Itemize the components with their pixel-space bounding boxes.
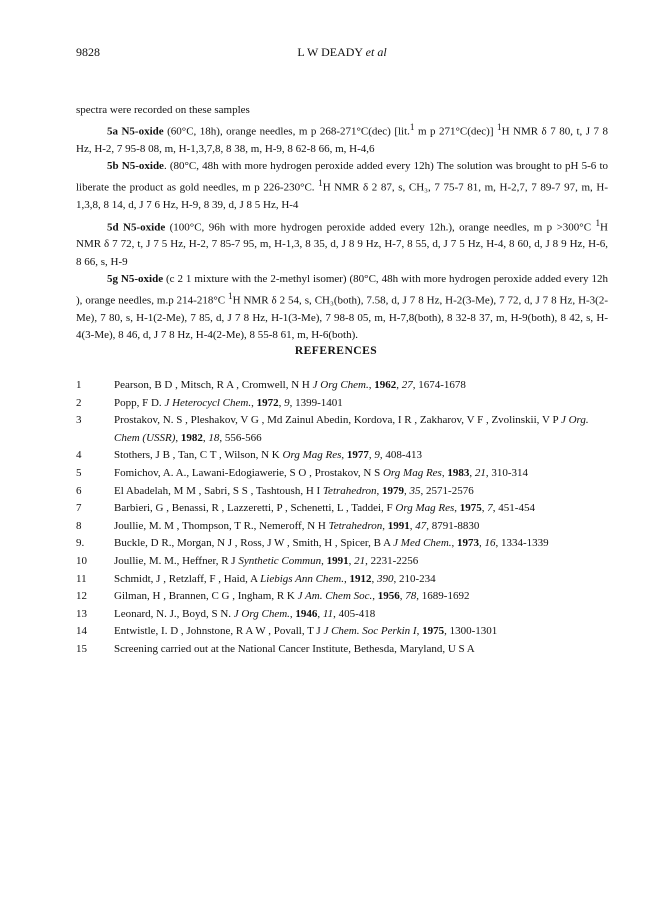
reference-number: 9. [76, 537, 85, 550]
reference-year: 1972 [256, 396, 279, 409]
reference-pages: 1334-1339 [501, 537, 549, 550]
reference-item [76, 623, 608, 641]
reference-item [76, 412, 608, 447]
reference-pages: 1689-1692 [421, 590, 470, 603]
reference-journal: Org Mag Res [282, 449, 342, 462]
reference-year: 1975 [459, 502, 482, 515]
reference-item [76, 571, 608, 589]
reference-authors: Pearson, B D , Mitsch, R A , Cromwell, N H [114, 379, 313, 391]
reference-authors: El Abadelah, M M , Sabri, S S , Tashtoush, H I [114, 484, 323, 497]
reference-year: 1977 [346, 449, 369, 462]
reference-volume: 16 [484, 537, 496, 550]
reference-number: 1 [76, 379, 82, 391]
reference-number: 14 [76, 625, 87, 638]
reference-authors: Schmidt, J , Retzlaff, F , Haid, A [114, 572, 261, 585]
reference-authors: Gilman, H , Brannen, C G , Ingham, R K [114, 590, 298, 603]
reference-year: 1982 [180, 431, 203, 444]
reference-journal: Liebigs Ann Chem. [260, 572, 344, 585]
reference-number: 10 [76, 554, 87, 567]
reference-pages: 2231-2256 [370, 554, 419, 567]
superscript: 1 [409, 122, 415, 133]
paragraph-text: H NMR δ 7 80, t, J 7 8 Hz, H-2, 7 95-8 08, m, H-1,3,7,8, 8 38, m, H-9, 8 62-8 66, m, H-4,6 [76, 125, 608, 156]
reference-item [76, 395, 608, 413]
reference-number: 3 [76, 414, 82, 427]
compound-paragraph [76, 119, 608, 158]
reference-year: 1912 [349, 572, 372, 585]
reference-number: 8 [76, 519, 82, 532]
running-head-authors [76, 45, 608, 60]
authors: L W DEADY [297, 45, 363, 59]
reference-pages: 310-314 [491, 466, 529, 479]
reference-journal: J Org. Chem (USSR) [114, 414, 589, 444]
reference-journal: Org Mag Res [382, 466, 442, 479]
reference-item [76, 447, 608, 465]
reference-authors: Popp, F D. [114, 396, 165, 409]
paragraph-text: H NMR δ 7 72, t, J 7 5 Hz, H-2, 7 85-7 95, m, H-1,3, 8 35, d, J 8 9 Hz, H-7, 8 55, d, J 7 5 Hz, H-4, 8 60, d, J 8 9 Hz, H-6, 8 66, s, H-9 [76, 221, 608, 268]
reference-text [114, 641, 608, 659]
reference-journal: J Org Chem. [233, 607, 290, 620]
reference-pages: 210-234 [398, 572, 436, 585]
reference-authors: Screening carried out at the National Cancer Institute, Bethesda, Maryland, U S A [114, 642, 475, 655]
reference-number: 4 [76, 449, 82, 462]
reference-number: 2 [76, 396, 82, 409]
paragraph-text: m p 271°C(dec)] [414, 125, 497, 138]
reference-pages: 1300-1301 [449, 625, 498, 638]
reference-year: 1973 [457, 537, 480, 550]
reference-volume: 21 [474, 466, 486, 479]
compound-label: 5g N5-oxide [107, 272, 164, 285]
reference-volume: 7 [487, 502, 493, 515]
reference-volume: 35 [409, 484, 421, 497]
reference-year: 1956 [377, 590, 400, 603]
reference-pages: 8791-8830 [431, 519, 480, 532]
reference-number: 11 [76, 572, 87, 585]
paragraph-text: . (80°C, 48h with more hydrogen peroxide added every 12h) The solution was brought to pH 5-6 to liberate the product as gold needles, m p 226-230°C. [76, 160, 609, 195]
reference-number: 7 [76, 502, 82, 515]
experimental-text [76, 102, 608, 344]
reference-year: 1983 [447, 466, 470, 479]
reference-item [76, 588, 608, 606]
reference-text: Joullie, M. M., Heffner, R J Synthetic Commun, 1991, 21, 2231-2256 [114, 554, 419, 567]
reference-journal: J Chem. Soc Perkin I [323, 625, 417, 638]
reference-volume: 18 [208, 431, 220, 444]
reference-authors: Joullie, M. M , Thompson, T R., Nemeroff, N H [114, 519, 329, 532]
compound-paragraph [76, 158, 608, 214]
compound-label: 5b N5-oxide [107, 160, 164, 173]
reference-journal: J Org Chem. [312, 379, 369, 391]
reference-year: 1979 [382, 484, 405, 497]
superscript: 1 [595, 217, 601, 228]
reference-number: 6 [76, 484, 82, 497]
intro-line: spectra were recorded on these samples [76, 104, 250, 116]
reference-journal: Org Mag Res [395, 502, 455, 515]
reference-journal: Tetrahedron [328, 519, 383, 532]
reference-text: Prostakov, N. S , Pleshakov, V G , Md Zainul Abedin, Kordova, I R , Zakharov, V F , Zvolinskii, V P J Org. Chem (USSR), 1982, 18, 556-566 [114, 414, 589, 444]
compound-paragraph [76, 215, 608, 271]
reference-text: Leonard, N. J., Boyd, S N. J Org Chem., 1946, 11, 405-418 [114, 607, 376, 620]
reference-item [76, 483, 608, 501]
page-number: 9828 [76, 45, 100, 59]
reference-authors: Buckle, D R., Morgan, N J , Ross, J W , Smith, H , Spicer, B A [114, 537, 394, 550]
reference-item [76, 377, 608, 395]
reference-item [76, 641, 608, 659]
reference-year: 1975 [422, 625, 445, 638]
reference-volume: 11 [322, 607, 334, 620]
reference-journal: J Am. Chem Soc. [297, 590, 373, 603]
reference-item [76, 606, 608, 624]
reference-item [76, 535, 608, 553]
reference-number: 13 [76, 607, 87, 620]
reference-journal: Synthetic Commun [238, 554, 322, 567]
reference-text: Pearson, B D , Mitsch, R A , Cromwell, N H J Org Chem., 1962, 27, 1674-1678 [114, 379, 466, 391]
reference-pages: 451-454 [498, 502, 535, 515]
reference-text: Gilman, H , Brannen, C G , Ingham, R K J Am. Chem Soc., 1956, 78, 1689-1692 [114, 590, 470, 603]
reference-volume: 21 [354, 554, 366, 567]
reference-authors: Fomichov, A. A., Lawani-Edogiawerie, S O , Prostakov, N S [114, 466, 383, 479]
reference-volume: 9 [284, 396, 290, 409]
reference-year: 1991 [387, 519, 410, 532]
reference-number: 15 [76, 642, 87, 655]
references-list [76, 377, 608, 659]
reference-pages: 556-566 [224, 431, 262, 444]
reference-authors: Entwistle, I. D , Johnstone, R A W , Povall, T J [114, 625, 324, 638]
reference-pages: 408-413 [385, 449, 423, 462]
reference-text: Barbieri, G , Benassi, R , Lazzeretti, P , Schenetti, L , Taddei, F Org Mag Res, 1975, 7, 451-454 [114, 502, 535, 515]
paragraph-text: H NMR δ 2 54, s, CH₃(both), 7.58, d, J 7 8 Hz, H-2(3-Me), 7 72, d, J 7 8 Hz, H-3(2-Me), 7 80, s, H-1(2-Me), 7 85, d, J 7 8 Hz, H-1(3-Me), 7 98-8 05, m, H-7,8(both), 8 32-8 37, m, H-9(both), 8 42, s, H-4(3-Me), 8 46, d, J 7 8 Hz, H-4(2-Me), 8 55-8 61, m, H-6(both). [76, 294, 609, 342]
reference-text: Entwistle, I. D , Johnstone, R A W , Povall, T J J Chem. Soc Perkin I, 1975, 1300-1301 [114, 625, 498, 638]
reference-volume: 9 [374, 449, 380, 462]
superscript: 1 [228, 291, 233, 301]
reference-year: 1946 [295, 607, 318, 620]
compound-label: 5d N5-oxide [107, 221, 166, 234]
reference-text: El Abadelah, M M , Sabri, S S , Tashtoush, H I Tetrahedron, 1979, 35, 2571-2576 [114, 484, 474, 497]
compound-label: 5a N5-oxide [107, 125, 164, 138]
paragraph-text: (100°C, 96h with more hydrogen peroxide added every 12h.), orange needles, m p >300°C [165, 221, 596, 234]
reference-text: Schmidt, J , Retzlaff, F , Haid, A Liebigs Ann Chem., 1912, 390, 210-234 [114, 572, 436, 585]
compound-paragraph [76, 271, 608, 344]
superscript: 1 [496, 122, 502, 133]
superscript: 1 [318, 178, 323, 189]
reference-authors: Leonard, N. J., Boyd, S N. [114, 607, 234, 620]
reference-journal: J Med Chem. [393, 537, 452, 550]
references-heading: REFERENCES [294, 345, 378, 357]
reference-pages: 1399-1401 [295, 396, 343, 409]
reference-number: 5 [76, 466, 82, 479]
reference-year: 1962 [374, 379, 397, 391]
reference-journal: Tetrahedron [322, 484, 377, 497]
reference-volume: 27 [401, 379, 413, 391]
reference-journal: J Heterocycl Chem. [164, 396, 252, 409]
reference-item [76, 465, 608, 483]
reference-number: 12 [76, 590, 87, 603]
reference-pages: 1674-1678 [418, 379, 466, 391]
reference-volume: 78 [405, 590, 417, 603]
paragraph-text: H NMR δ 2 87, s, CH₃, 7 75-7 81, m, H-2,7, 7 89-7 97, m, H-1,3,8, 8 14, d, J 7 6 Hz, H-9, 8 39, d, J 8 5 Hz, H-4 [76, 182, 608, 212]
reference-pages: 405-418 [338, 607, 376, 620]
reference-text: Fomichov, A. A., Lawani-Edogiawerie, S O , Prostakov, N S Org Mag Res, 1983, 21, 310-314 [114, 466, 529, 479]
running-head [76, 45, 608, 61]
reference-year: 1991 [326, 554, 349, 567]
reference-authors: Prostakov, N. S , Pleshakov, V G , Md Zainul Abedin, Kordova, I R , Zakharov, V F , Zvolinskii, V P [114, 414, 561, 427]
reference-pages: 2571-2576 [426, 484, 474, 497]
compound-paragraphs [76, 119, 608, 344]
reference-text: Joullie, M. M , Thompson, T R., Nemeroff, N H Tetrahedron, 1991, 47, 8791-8830 [114, 519, 480, 532]
reference-authors: Barbieri, G , Benassi, R , Lazzeretti, P , Schenetti, L , Taddei, F [114, 502, 396, 515]
reference-item [76, 553, 608, 571]
reference-authors: Stothers, J B , Tan, C T , Wilson, N K [114, 449, 283, 462]
et-al: et al [365, 45, 387, 59]
reference-text: Popp, F D. J Heterocycl Chem., 1972, 9, 1399-1401 [114, 396, 343, 409]
reference-authors: Joullie, M. M., Heffner, R J [114, 554, 239, 567]
reference-text: Stothers, J B , Tan, C T , Wilson, N K Org Mag Res, 1977, 9, 408-413 [114, 449, 423, 462]
reference-text: Buckle, D R., Morgan, N J , Ross, J W , Smith, H , Spicer, B A J Med Chem., 1973, 16, 1334-1339 [114, 537, 549, 550]
paragraph-text: (c 2 1 mixture with the 2-methyl isomer) (80°C, 48h with more hydrogen peroxide added every 12h ), orange needles, m.p 214-218°C [76, 272, 608, 307]
paragraph-text: (60°C, 18h), orange needles, m p 268-271°C(dec) [lit. [163, 125, 410, 138]
reference-item [76, 500, 608, 518]
reference-volume: 390 [376, 572, 394, 585]
reference-item [76, 518, 608, 536]
reference-volume: 47 [415, 519, 427, 532]
